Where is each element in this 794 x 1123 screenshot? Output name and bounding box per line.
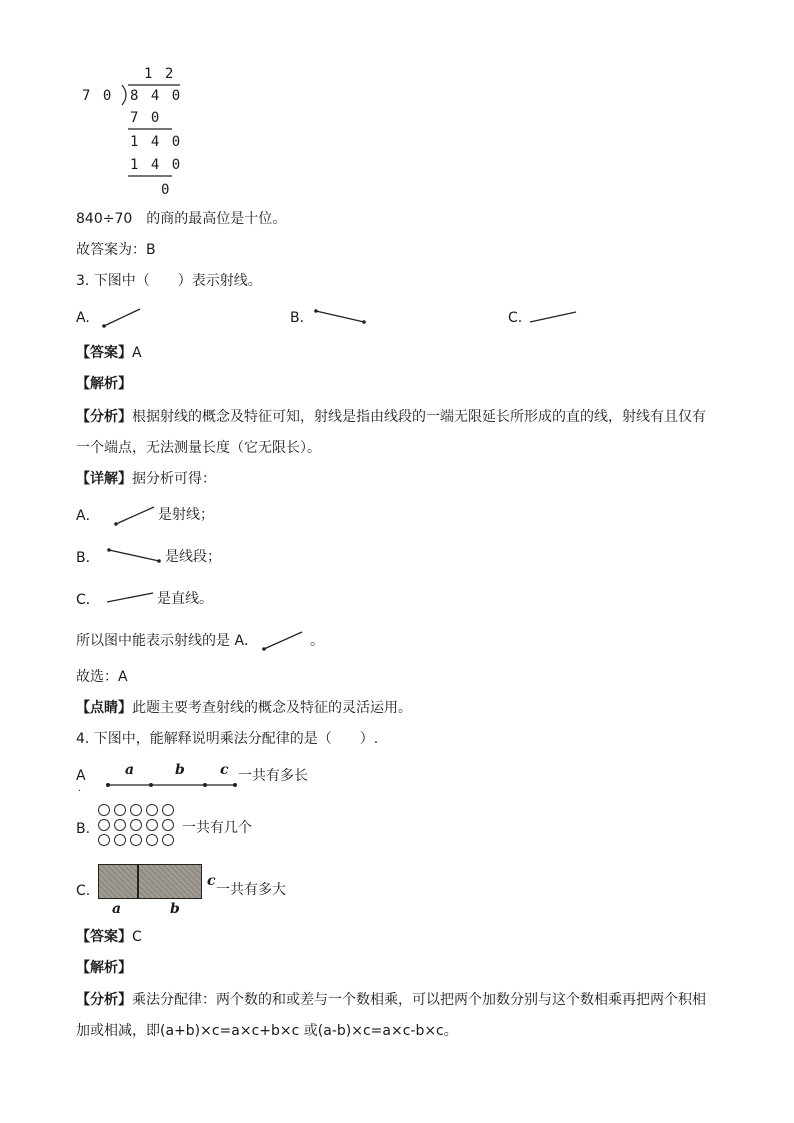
q4-answer xyxy=(76,928,142,946)
circle xyxy=(162,834,174,846)
step-2: 1 4 0 xyxy=(130,134,183,150)
q3-option-a-label: A. xyxy=(76,310,90,326)
rectangle-diagram[interactable] xyxy=(98,864,202,899)
comment-text: 此题主要考查射线的概念及特征的灵活运用。 xyxy=(132,700,412,716)
circle xyxy=(98,834,110,846)
q3-detail xyxy=(76,470,216,488)
so-end: 。 xyxy=(310,633,324,649)
answer-tag: 【答案】 xyxy=(76,929,132,945)
fenxi-text: 乘法分配律：两个数的和或差与一个数相乘，可以把两个加数分别与这个数相乘再把两个积相 xyxy=(132,992,706,1008)
circle xyxy=(130,819,142,831)
q4-option-a-dot: . xyxy=(78,783,82,794)
q4-option-b-label: B. xyxy=(76,821,91,837)
q3-question: 3. 下图中（ ）表示射线。 xyxy=(76,273,262,289)
detail-a-text: 是射线； xyxy=(158,507,214,523)
seg-label-b: b xyxy=(175,762,185,778)
q4-option-a-label: A xyxy=(76,768,86,784)
q3-comment xyxy=(76,699,412,717)
q4-fenxi-line-1 xyxy=(76,991,706,1009)
seg-label-a: a xyxy=(125,762,135,778)
detail-ray-a xyxy=(114,505,156,527)
fenxi-tag: 【分析】 xyxy=(76,992,132,1008)
comment-tag: 【点睛】 xyxy=(76,700,132,716)
detail-line-c xyxy=(106,591,156,605)
so-ray xyxy=(262,630,304,652)
detail-b-label: B． xyxy=(76,550,100,566)
rect-label-c: c xyxy=(207,873,216,889)
circle xyxy=(162,804,174,816)
fenxi-text: 根据射线的概念及特征可知，射线是指由线段的一端无限延长所形成的直的线，射线有且仅有 xyxy=(132,409,706,425)
so-text: 所以图中能表示射线的是 A． xyxy=(76,633,259,649)
circle xyxy=(130,834,142,846)
circle xyxy=(114,834,126,846)
rule-2 xyxy=(128,175,178,177)
ray-option-a[interactable] xyxy=(102,307,142,329)
q4-option-b-text: 一共有几个 xyxy=(182,820,252,836)
circle xyxy=(130,804,142,816)
circle xyxy=(98,804,110,816)
circle xyxy=(114,804,126,816)
fenxi-tag: 【分析】 xyxy=(76,409,132,425)
detail-a-label: A． xyxy=(76,508,100,524)
q4-analysis-tag: 【解析】 xyxy=(76,960,132,976)
detail-b-text: 是线段； xyxy=(165,549,221,565)
q4-question: 4. 下图中，能解释说明乘法分配律的是（ ）. xyxy=(76,731,379,747)
step-3: 1 4 0 xyxy=(130,157,183,173)
line-option-c[interactable] xyxy=(529,310,579,324)
circle-grid[interactable] xyxy=(98,804,178,846)
q3-analysis-tag: 【解析】 xyxy=(76,376,132,392)
seg-label-c: c xyxy=(220,762,229,778)
remainder: 0 xyxy=(161,182,172,198)
q3-option-c-label: C. xyxy=(508,310,523,326)
detail-c-label: C． xyxy=(76,592,100,608)
circle xyxy=(146,834,158,846)
divisor: 7 0 xyxy=(82,88,114,104)
q2-answer: 故答案为：B xyxy=(76,242,156,258)
q3-fenxi-line-1 xyxy=(76,408,706,426)
answer-tag: 【答案】 xyxy=(76,345,132,361)
q2-conclusion: 840÷70 的商的最高位是十位。 xyxy=(76,211,287,227)
step-1: 7 0 xyxy=(130,110,162,126)
q3-fenxi-line-2: 一个端点，无法测量长度（它无限长）。 xyxy=(76,440,321,456)
quotient: 1 2 xyxy=(144,66,176,82)
answer-value: C xyxy=(132,929,142,945)
detail-tag: 【详解】 xyxy=(76,471,132,487)
q4-option-c-label: C. xyxy=(76,883,91,899)
segment-option-b[interactable] xyxy=(314,308,368,326)
circle xyxy=(114,819,126,831)
rule-1 xyxy=(128,128,178,130)
q4-option-a-text: 一共有多长 xyxy=(238,768,308,784)
circle xyxy=(146,819,158,831)
circle xyxy=(98,819,110,831)
circle xyxy=(162,819,174,831)
answer-value: A xyxy=(132,345,142,361)
rect-label-b: b xyxy=(170,901,180,917)
detail-segment-b xyxy=(107,547,163,565)
detail-c-text: 是直线。 xyxy=(157,591,213,607)
q3-choose: 故选：A xyxy=(76,669,128,685)
dividend: 8 4 0 xyxy=(130,88,183,104)
rect-label-a: a xyxy=(112,901,122,917)
detail-text: 据分析可得： xyxy=(132,471,216,487)
segment-diagram[interactable] xyxy=(104,781,240,789)
q3-answer xyxy=(76,344,142,362)
q3-option-b-label: B. xyxy=(290,310,305,326)
rectangle-divider xyxy=(137,865,139,898)
q4-fenxi-line-2: 加或相减，即(a+b)×c=a×c+b×c 或(a-b)×c=a×c-b×c。 xyxy=(76,1023,458,1039)
circle xyxy=(146,804,158,816)
q4-option-c-text: 一共有多大 xyxy=(216,882,286,898)
